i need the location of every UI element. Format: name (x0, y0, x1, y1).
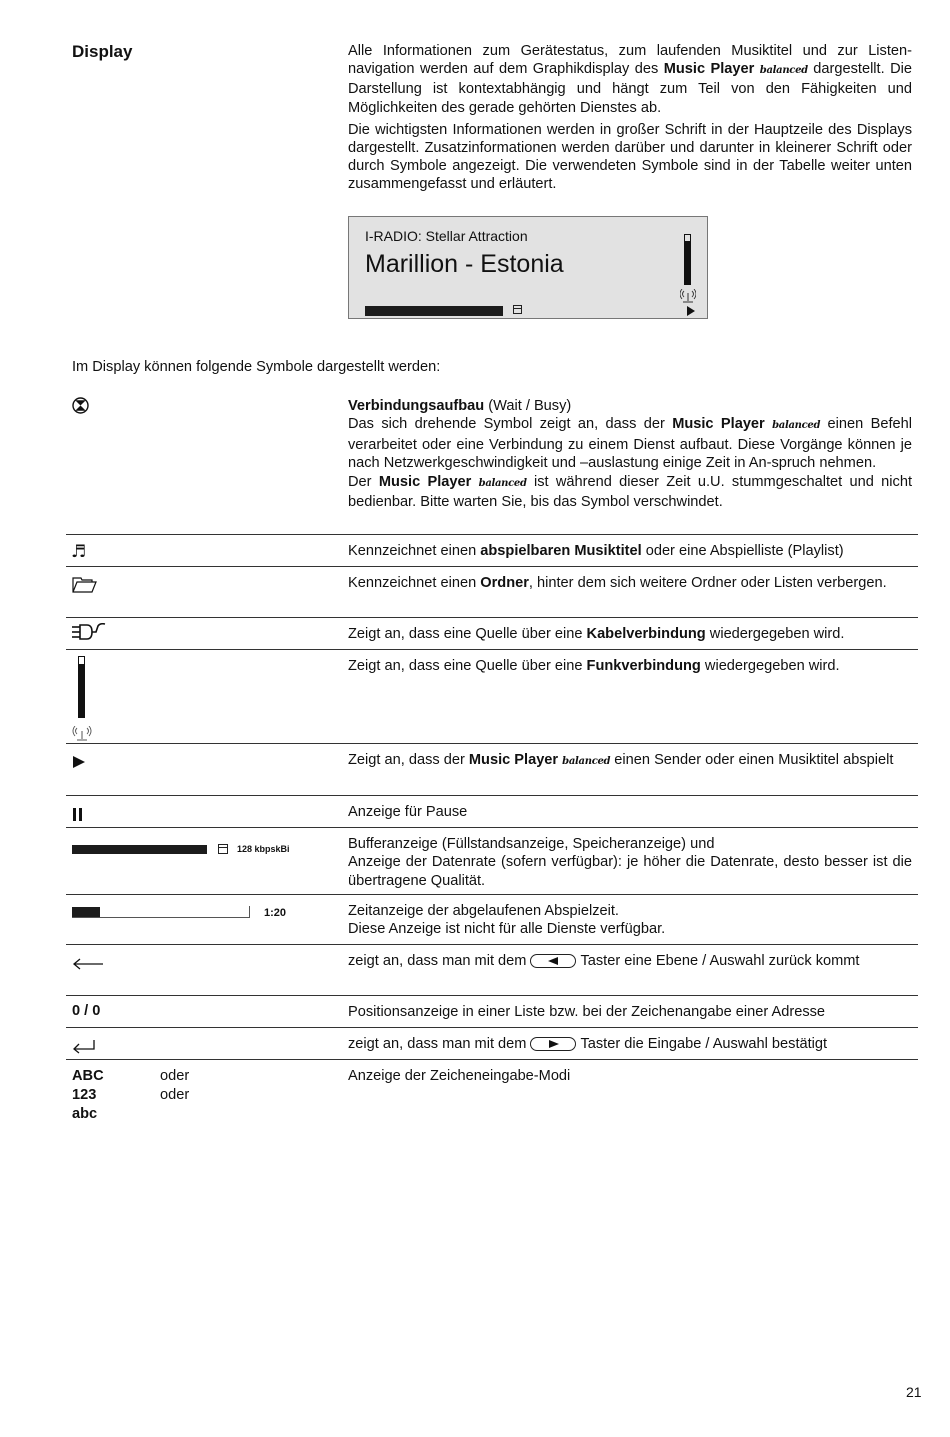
symbol-row-play (66, 744, 918, 796)
back-description: zeigt an, dass man mit dem Taster eine Ebene / Auswahl zurück kommt (348, 953, 860, 969)
elapsed-time-value: 1:20 (264, 907, 287, 919)
symbol-row-time (66, 895, 918, 945)
wireless-signal-bar-icon (78, 656, 85, 718)
lcd-source-line: I-RADIO: Stellar Attraction (365, 228, 528, 244)
intro-paragraph-2: Die wichtigsten Informationen werden in großer Schrift in der Hauptzeile des Displays dargestellt. Zusatzinformationen werden darüber und darunter in kleinerer Schrift oder durch Symbole angezeigt. Die verwendeten Symbole sind in der Tabelle weiter unten zusammengefasst und erläutert. (348, 121, 912, 193)
memory-icon (218, 844, 228, 854)
symbol-row-pause (66, 796, 918, 828)
section-title: Display (72, 42, 133, 61)
data-rate-value: 128 kbpskBi (237, 844, 290, 854)
folder-icon (72, 577, 97, 593)
cable-description: Zeigt an, dass eine Quelle über eine Kabelverbindung wiedergegeben wird. (348, 626, 845, 642)
folder-description: Kennzeichnet einen Ordner, hinter dem sich weitere Ordner oder Listen verbergen. (348, 575, 887, 591)
intro-text (348, 42, 912, 194)
back-arrow-icon (72, 957, 104, 971)
lcd-display-example (348, 216, 708, 319)
lcd-main-line: Marillion - Estonia (365, 250, 564, 278)
position-description: Positionsanzeige in einer Liste bzw. bei der Zeichenangabe einer Adresse (348, 1004, 826, 1020)
busy-spinner-icon (72, 397, 89, 414)
cable-connection-icon (72, 623, 106, 643)
lcd-signal-bar-icon (684, 234, 691, 285)
symbol-row-back (66, 945, 918, 996)
symbol-row-wireless (66, 650, 918, 744)
enter-key-icon (530, 1037, 576, 1051)
symbol-row-input-modes (66, 1060, 918, 1130)
busy-description: Verbindungsaufbau (Wait / Busy) Das sich drehende Symbol zeigt an, dass der Music Player balanced einen Befehl verarbeitet oder eine Verbindung zu einem Dienst aufbaut. Diese Vorgänge können je nach Netzwerkgeschwindigkeit und –auslastung einige Zeit in An-spruch nehmen. Der Music Player balanced ist während dieser Zeit u.U. stummgeschaltet und nicht bedienbar. Bitte warten Sie, bis das Symbol verschwindet. (348, 398, 913, 511)
buffer-description: Bufferanzeige (Füllstandsanzeige, Speicheranzeige) und Anzeige der Datenrate (sofern verfügbar): je höher die Datenrate, desto besser ist die übertragene Qualität. (348, 836, 912, 889)
input-modes-list (72, 1067, 104, 1124)
brand-logo: balanced (478, 477, 527, 489)
symbol-row-cable (66, 618, 918, 650)
time-description: Zeitanzeige der abgelaufenen Abspielzeit. Diese Anzeige ist nicht für alle Dienste verfügbar. (348, 903, 666, 938)
symbol-row-track (66, 535, 918, 567)
symbols-intro: Im Display können folgende Symbole dargestellt werden: (72, 359, 441, 375)
input-mode-lowercase: abc (72, 1106, 98, 1122)
pause-description: Anzeige für Pause (348, 804, 468, 820)
product-name: Music Player (663, 61, 755, 78)
position-value: 0 / 0 (72, 1003, 101, 1019)
symbol-row-buffer (66, 828, 918, 895)
enter-description: zeigt an, dass man mit dem Taster die Eingabe / Auswahl bestätigt (348, 1036, 828, 1052)
brand-logo: balanced (759, 65, 808, 77)
lcd-play-icon (687, 306, 695, 316)
input-modes-description: Anzeige der Zeicheneingabe-Modi (348, 1068, 571, 1084)
symbol-row-busy (66, 397, 918, 535)
input-mode-uppercase: ABC (72, 1068, 104, 1084)
wireless-signal-icon (72, 726, 92, 742)
input-modes-or: oder oder (160, 1068, 190, 1103)
brand-logo: balanced (772, 420, 821, 432)
wireless-description: Zeigt an, dass eine Quelle über eine Funkverbindung wiedergegeben wird. (348, 658, 840, 674)
pause-icon (73, 808, 82, 821)
input-mode-numeric: 123 (72, 1087, 97, 1103)
lcd-memory-icon (513, 305, 522, 314)
elapsed-time-fill (72, 907, 100, 917)
track-description: Kennzeichnet einen abspielbaren Musiktitel oder eine Abspielliste (Playlist) (348, 543, 844, 559)
brand-logo: balanced (562, 756, 611, 767)
music-note-icon: ♬ (71, 542, 87, 562)
page-number: 21 (906, 1384, 922, 1400)
buffer-bar (72, 845, 207, 854)
symbol-row-enter (66, 1028, 918, 1060)
play-description: Zeigt an, dass der Music Player balanced einen Sender oder einen Musiktitel abspielt (348, 752, 894, 768)
enter-arrow-icon (72, 1038, 96, 1054)
back-key-icon (530, 954, 576, 968)
intro-paragraph-1: Alle Informationen zum Gerätestatus, zum laufenden Musiktitel und zur Listen-navigation werden auf dem Graphikdisplay des Music Player balanced dargestellt. Die Darstellung ist kontextabhängig und hängt zum Teil von den Fähigkeiten und Möglichkeiten des gerade gehörten Dienstes ab. (348, 43, 912, 116)
symbol-row-folder (66, 567, 918, 618)
lcd-antenna-icon (680, 289, 696, 303)
play-icon (73, 756, 85, 768)
lcd-buffer-bar (365, 306, 503, 316)
symbol-row-position (66, 996, 918, 1028)
